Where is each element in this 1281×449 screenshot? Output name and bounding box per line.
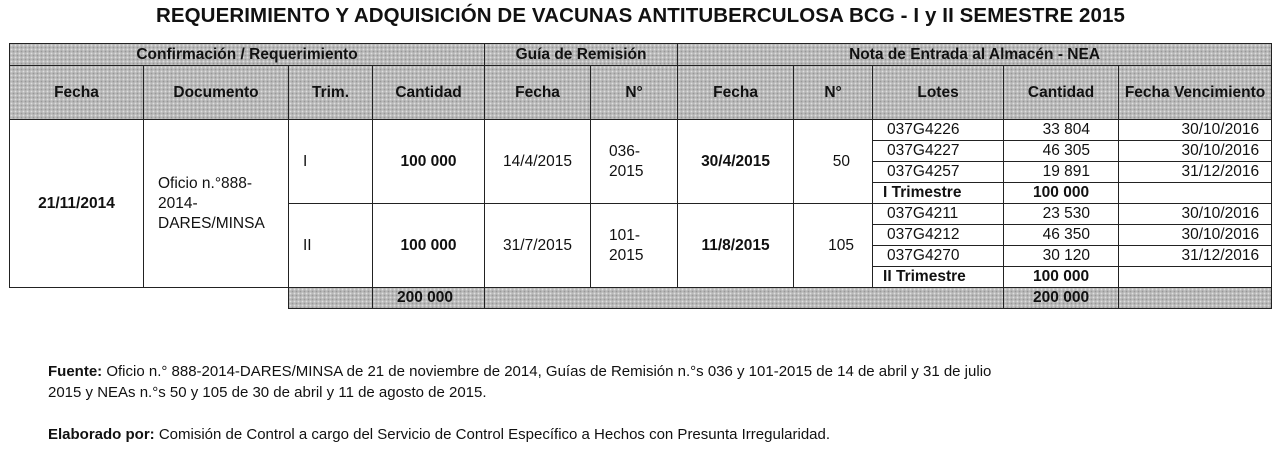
lote-code: 037G4257: [873, 162, 1004, 183]
empty-cell: [10, 288, 144, 309]
subtotal-label: I Trimestre: [873, 183, 1004, 204]
header-col-cantidad: Cantidad: [373, 66, 485, 120]
guia-num: 101-2015: [591, 204, 678, 288]
table-row: [10, 120, 1272, 141]
guia-num: 036-2015: [591, 120, 678, 204]
totals-row: [10, 288, 1272, 309]
lote-vencimiento: 30/10/2016: [1119, 225, 1272, 246]
total-cantidad: 200 000: [373, 288, 485, 309]
lote-code: 037G4227: [873, 141, 1004, 162]
fuente-label: Fuente:: [48, 363, 103, 380]
header-col-guia-fecha: Fecha: [485, 66, 591, 120]
lote-vencimiento: 30/10/2016: [1119, 141, 1272, 162]
shaded-cell: [1119, 288, 1272, 309]
subtotal-value: 100 000: [1004, 183, 1119, 204]
requerimiento-fecha: 21/11/2014: [10, 120, 144, 288]
header-confirmacion: Confirmación / Requerimiento: [10, 44, 485, 66]
header-col-documento: Documento: [144, 66, 289, 120]
nea-num: 50: [794, 120, 873, 204]
header-col-lote-cantidad: Cantidad: [1004, 66, 1119, 120]
guia-fecha: 31/7/2015: [485, 204, 591, 288]
header-col-guia-num: N°: [591, 66, 678, 120]
trim-cantidad: 100 000: [373, 120, 485, 204]
lote-cantidad: 23 530: [1004, 204, 1119, 225]
vaccine-table: [9, 43, 1272, 309]
lote-cantidad: 46 305: [1004, 141, 1119, 162]
subtotal-label: II Trimestre: [873, 267, 1004, 288]
lote-code: 037G4270: [873, 246, 1004, 267]
header-col-vencimiento: Fecha Vencimiento: [1119, 66, 1272, 120]
fuente-text-line2: 2015 y NEAs n.°s 50 y 105 de 30 de abril y 11 de agosto de 2015.: [48, 384, 487, 401]
shaded-cell: [485, 288, 1004, 309]
lote-vencimiento: 30/10/2016: [1119, 204, 1272, 225]
elaborado-text: Comisión de Control a cargo del Servicio de Control Específico a Hechos con Presunta Irregularidad.: [158, 426, 831, 443]
header-col-fecha: Fecha: [10, 66, 144, 120]
lote-cantidad: 33 804: [1004, 120, 1119, 141]
nea-fecha: 30/4/2015: [678, 120, 794, 204]
empty-cell: [144, 288, 289, 309]
header-group-row: [10, 44, 1272, 66]
header-col-trim: Trim.: [289, 66, 373, 120]
elaborado-note: [48, 424, 830, 445]
guia-fecha: 14/4/2015: [485, 120, 591, 204]
header-nea: Nota de Entrada al Almacén - NEA: [678, 44, 1272, 66]
page-title: REQUERIMIENTO Y ADQUISICIÓN DE VACUNAS ANTITUBERCULOSA BCG - I y II SEMESTRE 2015: [155, 4, 1126, 27]
header-column-row: [10, 66, 1272, 120]
lote-cantidad: 19 891: [1004, 162, 1119, 183]
header-col-nea-fecha: Fecha: [678, 66, 794, 120]
subtotal-value: 100 000: [1004, 267, 1119, 288]
header-col-lotes: Lotes: [873, 66, 1004, 120]
empty-cell: [1119, 267, 1272, 288]
lote-vencimiento: 31/12/2016: [1119, 162, 1272, 183]
lote-vencimiento: 30/10/2016: [1119, 120, 1272, 141]
fuente-text-line1: Oficio n.° 888-2014-DARES/MINSA de 21 de noviembre de 2014, Guías de Remisión n.°s 036 y 101-2015 de 14 de abril y 31 de julio: [106, 363, 992, 380]
fuente-note: [48, 361, 991, 403]
nea-fecha: 11/8/2015: [678, 204, 794, 288]
lote-vencimiento: 31/12/2016: [1119, 246, 1272, 267]
header-guia-remision: Guía de Remisión: [485, 44, 678, 66]
lote-code: 037G4212: [873, 225, 1004, 246]
trim-cantidad: 100 000: [373, 204, 485, 288]
nea-num: 105: [794, 204, 873, 288]
trim-label: I: [289, 120, 373, 204]
lote-cantidad: 30 120: [1004, 246, 1119, 267]
requerimiento-documento: Oficio n.°888-2014-DARES/MINSA: [144, 120, 289, 288]
header-col-nea-num: N°: [794, 66, 873, 120]
empty-cell: [1119, 183, 1272, 204]
lote-cantidad: 46 350: [1004, 225, 1119, 246]
lote-code: 037G4226: [873, 120, 1004, 141]
lote-code: 037G4211: [873, 204, 1004, 225]
shaded-cell: [289, 288, 373, 309]
total-lotes: 200 000: [1004, 288, 1119, 309]
elaborado-label: Elaborado por:: [48, 426, 155, 443]
trim-label: II: [289, 204, 373, 288]
